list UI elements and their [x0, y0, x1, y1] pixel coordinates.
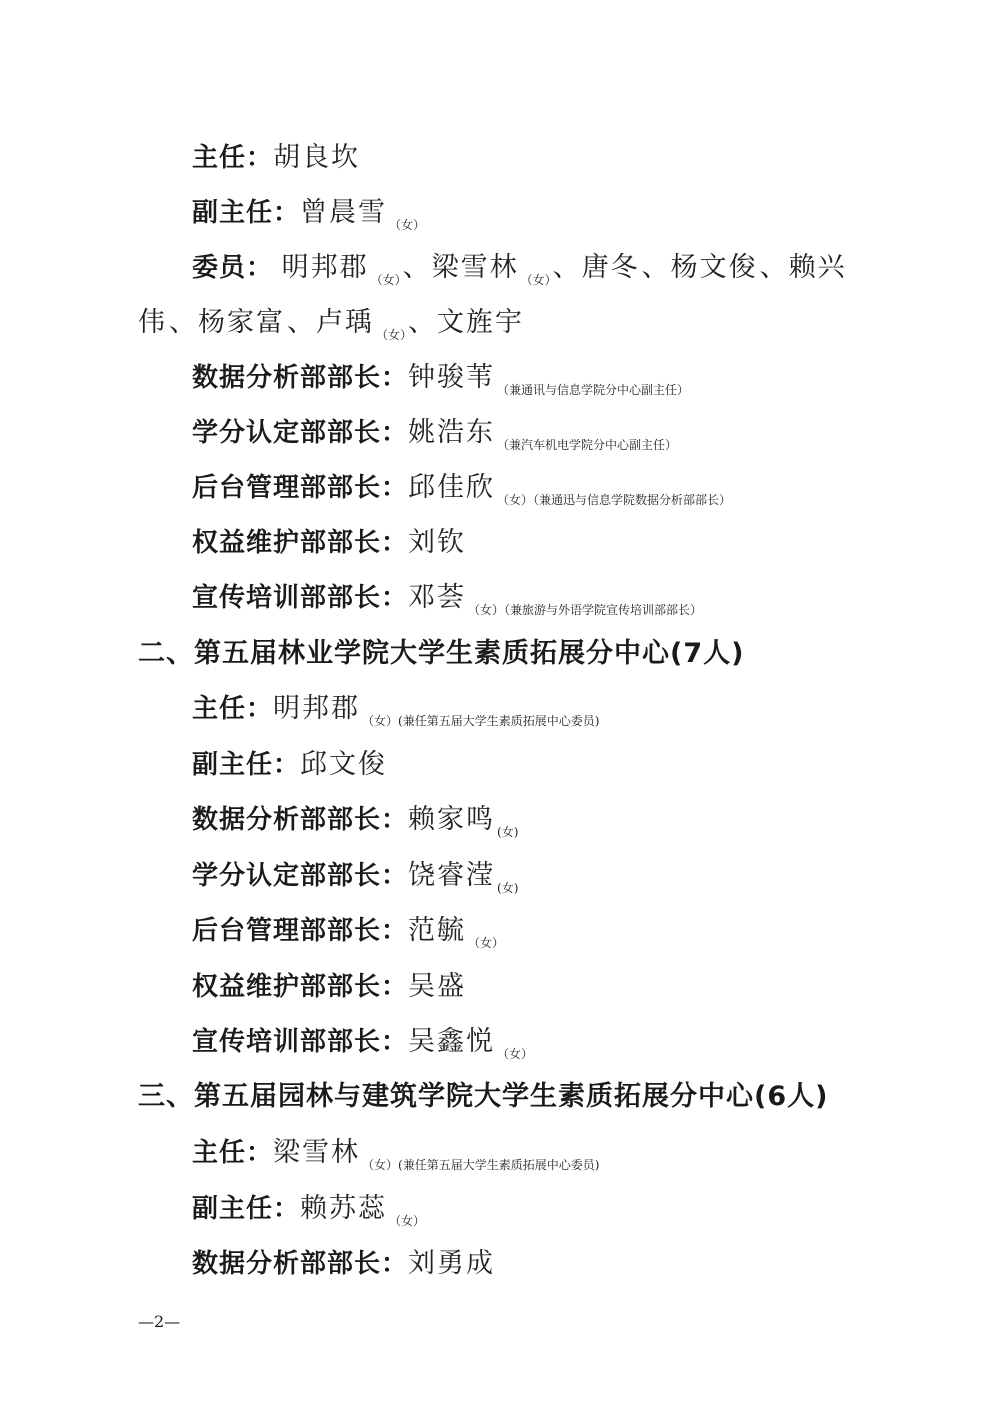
person-name: 杨文俊: [670, 252, 758, 283]
person-name: 吴盛: [408, 971, 467, 1002]
person-note: （女）: [497, 1047, 534, 1061]
person-name: 邓荟: [408, 582, 467, 613]
entry-line: [192, 911, 504, 955]
role-label: 后台管理部部长：: [192, 473, 409, 503]
role-label: 数据分析部部长：: [192, 363, 409, 393]
members-line-1: [192, 248, 847, 292]
person-name: 刘钦: [408, 527, 467, 558]
person-note: （女）: [376, 328, 407, 342]
person-note: （女）: [389, 1214, 426, 1228]
entry-line: [192, 1133, 599, 1177]
person-note: （女）: [370, 273, 401, 287]
role-label: 委员：: [192, 253, 274, 283]
person-name: 明邦郡: [273, 693, 361, 724]
person-note: （女）(兼任第五届大学生素质拓展中心委员): [362, 1158, 600, 1172]
role-label: 学分认定部部长：: [192, 418, 409, 448]
person-name: 邱文俊: [300, 749, 388, 780]
entry-line: [192, 856, 518, 900]
person-name: 邱佳欣: [408, 472, 496, 503]
role-label: 副主任：: [192, 750, 301, 780]
person-name: 钟骏苇: [408, 362, 496, 393]
role-label: 数据分析部部长：: [192, 1249, 409, 1279]
person-name: 明邦郡: [281, 252, 369, 283]
entry-line: [192, 1244, 497, 1288]
section-heading: 三、第五届园林与建筑学院大学生素质拓展分中心(6人): [138, 1081, 829, 1112]
entry-line: [192, 745, 389, 789]
separator: 、: [759, 252, 787, 283]
separator: 、: [408, 307, 436, 338]
person-note: （女）: [520, 273, 551, 287]
person-name: 赖兴: [788, 252, 847, 283]
members-line-2: [138, 303, 524, 347]
person-name: 赖苏蕊: [300, 1193, 388, 1224]
entry-line: [192, 1189, 425, 1233]
person-name: 梁雪林: [273, 1137, 361, 1168]
entry-line: [192, 800, 518, 844]
separator: 、: [552, 252, 580, 283]
person-name: 范毓: [408, 915, 467, 946]
person-note: （女）（兼通迅与信息学院数据分析部部长）: [497, 493, 732, 507]
dept-head-line: [192, 358, 689, 402]
person-name: 文旌宇: [437, 307, 525, 338]
person-note: （女）: [468, 936, 505, 950]
person-note: (女): [497, 825, 519, 839]
role-label: 数据分析部部长：: [192, 805, 409, 835]
person-name: 刘勇成: [408, 1248, 496, 1279]
role-label: 副主任：: [192, 198, 301, 228]
role-label: 后台管理部部长：: [192, 916, 409, 946]
person-name: 梁雪林: [431, 252, 519, 283]
director-line: [192, 138, 360, 178]
person-name: 卢瑀: [316, 307, 374, 338]
person-name: 姚浩东: [408, 417, 496, 448]
person-note: （兼汽车机电学院分中心副主任）: [497, 438, 678, 452]
role-label: 主任：: [192, 694, 274, 724]
entry-line: [192, 1022, 533, 1066]
dept-head-line: [192, 413, 677, 457]
person-name: 吴鑫悦: [408, 1026, 496, 1057]
role-label: 权益维护部部长：: [192, 528, 409, 558]
person-name: 伟: [138, 307, 167, 338]
entry-line: [192, 689, 599, 733]
separator: 、: [402, 252, 430, 283]
person-name: 唐冬: [581, 252, 640, 283]
person-note: （女）(兼任第五届大学生素质拓展中心委员): [362, 714, 600, 728]
role-label: 主任：: [192, 143, 274, 173]
entry-line: [192, 967, 468, 1011]
person-name: 饶睿滢: [408, 860, 496, 891]
dept-head-line: [192, 468, 731, 512]
page-number: —2—: [138, 1312, 181, 1331]
role-label: 宣传培训部部长：: [192, 583, 409, 613]
deputy-line: [192, 193, 425, 237]
separator: 、: [287, 307, 314, 338]
dept-head-line: [192, 523, 468, 567]
dept-head-line: [192, 578, 702, 622]
person-name: 赖家鸣: [408, 804, 496, 835]
role-label: 副主任：: [192, 1194, 301, 1224]
role-label: 权益维护部部长：: [192, 972, 409, 1002]
person-name: 杨家富: [198, 307, 285, 338]
person-note: (女): [497, 881, 519, 895]
section-heading: 二、第五届林业学院大学生素质拓展分中心(7人): [138, 638, 745, 669]
person-note: （兼通讯与信息学院分中心副主任）: [497, 383, 690, 397]
person-note: （女）: [389, 218, 426, 232]
person-name: 曾晨雪: [300, 197, 388, 228]
role-label: 主任：: [192, 1138, 274, 1168]
role-label: 宣传培训部部长：: [192, 1027, 409, 1057]
person-note: （女）（兼旅游与外语学院宣传培训部部长）: [468, 603, 703, 617]
separator: 、: [641, 252, 669, 283]
separator: 、: [169, 307, 196, 338]
person-name: 胡良坎: [273, 142, 361, 173]
role-label: 学分认定部部长：: [192, 861, 409, 891]
